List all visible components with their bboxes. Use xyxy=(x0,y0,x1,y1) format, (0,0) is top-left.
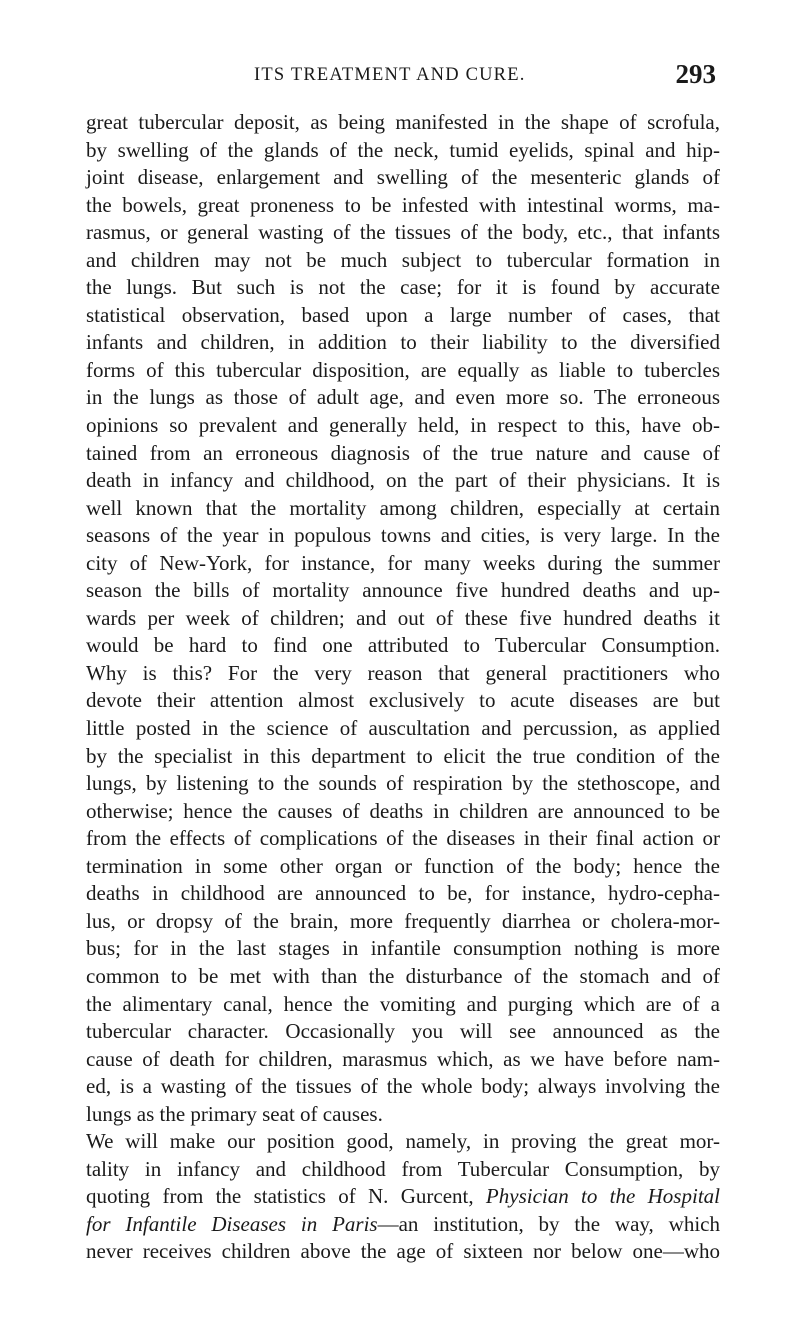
text-line: little posted in the science of auscultation and percussion, as applied xyxy=(86,716,720,741)
text-line: cause of death for children, marasmus which, as we have before nam- xyxy=(86,1046,720,1071)
text-line-mixed xyxy=(86,1183,720,1211)
text-line: deaths in childhood are announced to be, for instance, hydro-cepha- xyxy=(86,881,720,906)
text-line: by the specialist in this department to elicit the true condition of the xyxy=(86,743,720,768)
text-line: ed, is a wasting of the tissues of the whole body; always involving the xyxy=(86,1074,720,1099)
text-line: lungs, by listening to the sounds of respiration by the stethoscope, and xyxy=(86,771,720,796)
text-line: bus; for in the last stages in infantile consumption nothing is more xyxy=(86,936,720,961)
text-line: forms of this tubercular disposition, are equally as liable to tubercles xyxy=(86,357,720,382)
text-line: lungs as the primary seat of causes. xyxy=(86,1101,383,1126)
text-line: in the lungs as those of adult age, and even more so. The erroneous xyxy=(86,385,720,410)
text-line: well known that the mortality among children, especially at certain xyxy=(86,495,720,520)
text-line: city of New-York, for instance, for many weeks during the summer xyxy=(86,550,720,575)
body-text xyxy=(86,109,720,1266)
text-line: the alimentary canal, hence the vomiting and purging which are of a xyxy=(86,991,720,1016)
text-line: infants and children, in addition to their liability to the diversified xyxy=(86,330,720,355)
running-title: ITS TREATMENT AND CURE. xyxy=(254,65,526,85)
text-segment: quoting from the statistics of N. Gurcent, xyxy=(86,1184,486,1209)
text-line: death in infancy and childhood, on the part of their physicians. It is xyxy=(86,468,720,493)
text-line: otherwise; hence the causes of deaths in children are announced to be xyxy=(86,798,720,823)
text-line: common to be met with than the disturbance of the stomach and of xyxy=(86,963,720,988)
text-line: tained from an erroneous diagnosis of the true nature and cause of xyxy=(86,440,720,465)
text-segment: —an institution, by the way, which xyxy=(377,1211,720,1236)
italic-title-segment: Physician to the Hospital xyxy=(485,1184,720,1209)
text-line: devote their attention almost exclusively to acute diseases are but xyxy=(86,688,720,713)
text-line: never receives children above the age of sixteen nor below one—who xyxy=(86,1239,720,1264)
text-line: great tubercular deposit, as being manifested in the shape of scrofula, xyxy=(86,110,720,134)
text-line: and children may not be much subject to tubercular formation in xyxy=(86,247,720,272)
text-line: tality in infancy and childhood from Tubercular Consumption, by xyxy=(86,1156,720,1181)
text-line: opinions so prevalent and generally held, in respect to this, have ob- xyxy=(86,413,720,438)
text-line: We will make our position good, namely, in proving the great mor- xyxy=(86,1129,720,1154)
text-line: rasmus, or general wasting of the tissues of the body, etc., that infants xyxy=(86,220,720,245)
text-line: season the bills of mortality announce five hundred deaths and up- xyxy=(86,578,720,603)
paragraph-1 xyxy=(86,109,720,1128)
text-line: from the effects of complications of the diseases in their final action or xyxy=(86,826,720,851)
page-number: 293 xyxy=(675,59,716,89)
text-line-mixed xyxy=(86,1211,720,1239)
text-line: tubercular character. Occasionally you will see announced as the xyxy=(86,1019,720,1044)
text-line: lus, or dropsy of the brain, more frequently diarrhea or cholera-mor- xyxy=(86,908,720,933)
text-line: termination in some other organ or function of the body; hence the xyxy=(86,853,720,878)
text-line: the bowels, great proneness to be infested with intestinal worms, ma- xyxy=(86,192,720,217)
text-line: Why is this? For the very reason that general practitioners who xyxy=(86,660,720,685)
text-line: seasons of the year in populous towns and cities, is very large. In the xyxy=(86,523,720,548)
text-line: would be hard to find one attributed to Tubercular Consumption. xyxy=(86,633,720,658)
text-line: the lungs. But such is not the case; for it is found by accurate xyxy=(86,275,720,300)
text-line: by swelling of the glands of the neck, tumid eyelids, spinal and hip- xyxy=(86,137,720,162)
running-head xyxy=(86,59,716,89)
text-line: statistical observation, based upon a large number of cases, that xyxy=(86,302,720,327)
text-line: joint disease, enlargement and swelling of the mesenteric glands of xyxy=(86,165,720,190)
text-line: wards per week of children; and out of these five hundred deaths it xyxy=(86,605,720,630)
paragraph-2 xyxy=(86,1128,720,1266)
italic-title-segment: for Infantile Diseases in Paris xyxy=(86,1211,378,1236)
